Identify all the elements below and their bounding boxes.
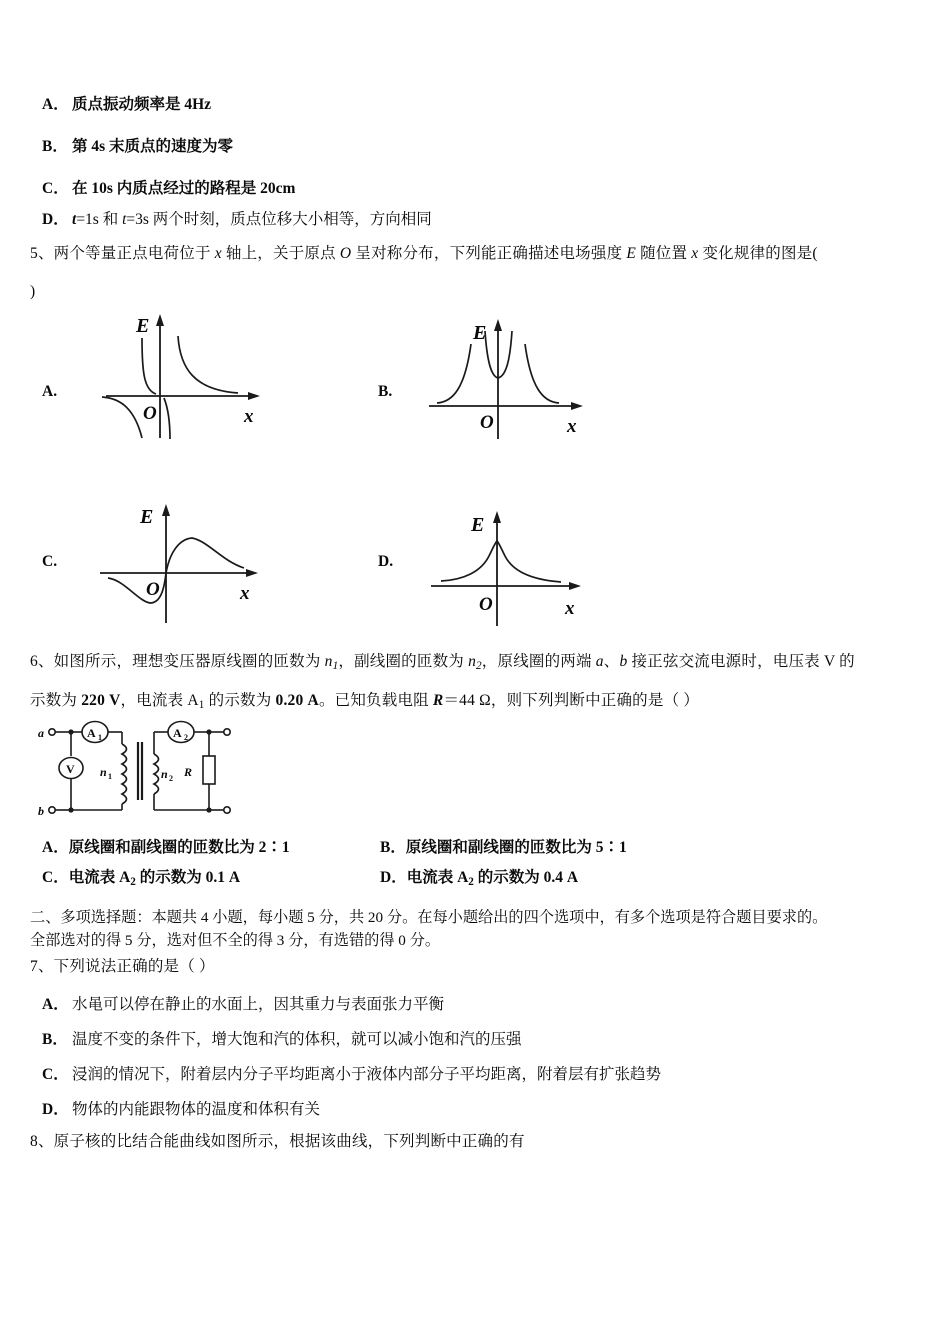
circuit-ammeter-2-sub: 2 (184, 733, 188, 742)
q5-graph-a-origin: O (143, 403, 157, 424)
q5-stem-line2: ) (30, 283, 36, 300)
q5-graph-d-ylabel: E (471, 514, 485, 536)
circuit-ammeter-2: A (173, 726, 182, 740)
q6-stem-g: 的示数为 (204, 692, 276, 709)
q6-stem-b: ，副线圈的匝数为 (338, 653, 469, 670)
circuit-terminal-b: b (38, 804, 44, 818)
q7-option-a-text: 水黾可以停在静止的水面上，因其重力与表面张力平衡 (72, 996, 445, 1013)
q7-option-b-label: B． (42, 1031, 68, 1048)
q5-stem-part3: 呈对称分布，下列能正确描述电场强度 (351, 245, 627, 262)
q5-graph-a (98, 306, 278, 441)
q5-graph-d-svg (425, 498, 610, 628)
q5-var-x-2: x (691, 245, 699, 262)
q6-stem-d: 接正弦交流电源时，电压表 V 的 (627, 653, 855, 670)
q5-graph-c (98, 495, 278, 625)
circuit-resistor-R: R (184, 765, 193, 779)
q6-stem-f: ，电流表 A (120, 692, 199, 709)
q4-option-c (42, 176, 295, 198)
q6-var-n2-sub: 2 (476, 660, 482, 673)
q5-graph-d (425, 498, 610, 628)
q6-option-d (380, 865, 578, 888)
q5-var-O: O (339, 245, 352, 262)
q7-option-b (42, 1027, 522, 1049)
q6-option-b-label: B． (380, 839, 406, 856)
q4-option-b-text: 第 4s 末质点的速度为零 (72, 138, 234, 155)
q5-graph-b-label: B. (378, 383, 393, 400)
q7-option-c (42, 1062, 661, 1084)
q6-var-n1-sub: 1 (332, 660, 339, 673)
q7-option-c-label: C． (42, 1066, 69, 1083)
q6-var-n1: n (324, 653, 333, 670)
q6-var-n2: n (468, 653, 477, 670)
q6-stem-line1 (30, 653, 855, 673)
q5-graph-d-origin: O (479, 594, 493, 615)
q4-option-c-text: 在 10s 内质点经过的路程是 20cm (72, 180, 296, 197)
q5-stem-part4: 随位置 (636, 245, 692, 262)
q5-graph-b-xlabel: x (567, 416, 577, 437)
q4-option-d-label: D． (42, 211, 69, 228)
q6-option-a-text: 原线圈和副线圈的匝数比为 2∶1 (68, 839, 290, 856)
q6-option-a-label: A． (42, 839, 69, 856)
q8-number: 8、 (30, 1133, 54, 1150)
q7-stem-text: 下列说法正确的是（ ） (53, 958, 215, 975)
q5-graph-a-label: A. (42, 383, 58, 400)
q5-graph-c-label: C. (42, 553, 58, 570)
q6-option-a (42, 835, 290, 857)
q4-option-c-label: C． (42, 180, 69, 197)
q5-stem-part1: 两个等量正点电荷位于 (53, 245, 215, 262)
section2-line1: 二、多项选择题：本题共 4 小题，每小题 5 分，共 20 分。在每小题给出的四个选项中，有多个选项是符合题目要求的。 (30, 909, 828, 926)
section2-line2: 全部选对的得 5 分，选对但不全的得 3 分，有选错的得 0 分。 (30, 932, 441, 949)
q7-option-a (42, 992, 444, 1014)
circuit-terminal-a: a (38, 726, 44, 740)
q6-circuit-svg (34, 718, 244, 818)
q6-option-c-text-2: 的示数为 0.1 A (135, 869, 241, 886)
q7-option-b-text: 温度不变的条件下，增大饱和汽的体积，就可以减小饱和汽的压强 (72, 1031, 522, 1048)
q5-graph-a-ylabel: E (136, 315, 150, 337)
q6-stem-i: ＝44 Ω，则下列判断中正确的是（ ） (443, 692, 700, 709)
q6-value-voltage: 220 V (81, 692, 121, 709)
q7-option-d-label: D． (42, 1101, 69, 1118)
q7-number: 7、 (30, 958, 54, 975)
q5-graph-a-svg (98, 306, 278, 441)
q6-stem-h: 。已知负载电阻 (318, 692, 433, 709)
q4-option-b-label: B． (42, 138, 68, 155)
circuit-voltmeter: V (66, 762, 75, 776)
q5-graph-c-svg (98, 495, 278, 625)
q6-option-c-text-1: 电流表 A (68, 869, 131, 886)
q6-option-c-label: C． (42, 869, 69, 886)
q6-dun: 、 (603, 653, 620, 670)
q6-option-d-text-2: 的示数为 0.4 A (473, 869, 579, 886)
q4-option-d (42, 207, 432, 229)
q6-stem-line2 (30, 692, 699, 712)
q7-option-c-text: 浸润的情况下，附着层内分子平均距离小于液体内部分子平均距离，附着层有扩张趋势 (72, 1066, 662, 1083)
q4-option-a (42, 92, 211, 114)
q5-var-E: E (626, 245, 637, 262)
q5-graph-d-label: D. (378, 553, 394, 570)
q5-stem-line1 (30, 245, 818, 264)
q4-option-d-var2: t (122, 211, 127, 228)
q8-stem-text: 原子核的比结合能曲线如图所示，根据该曲线，下列判断中正确的有 (53, 1133, 525, 1150)
q5-graph-b (425, 306, 610, 441)
circuit-coil-n2: n (161, 767, 168, 781)
q4-option-d-text1: =1s 和 (76, 211, 123, 228)
q4-option-a-text: 质点振动频率是 4Hz (72, 96, 212, 113)
q6-option-b-text: 原线圈和副线圈的匝数比为 5∶1 (405, 839, 627, 856)
q6-circuit-diagram (34, 718, 244, 818)
q6-stem-a: 如图所示，理想变压器原线圈的匝数为 (53, 653, 325, 670)
q6-var-R: R (432, 692, 444, 709)
q4-option-a-label: A． (42, 96, 69, 113)
q6-number: 6、 (30, 653, 54, 670)
q4-option-b (42, 134, 233, 156)
q6-stem-e: 示数为 (30, 692, 82, 709)
q5-graph-c-origin: O (146, 579, 160, 600)
q5-stem-part2: 轴上，关于原点 (221, 245, 340, 262)
q4-option-d-var1: t (72, 211, 77, 228)
circuit-coil-n2-sub: 2 (169, 774, 173, 783)
q5-number: 5、 (30, 245, 54, 262)
q5-graph-a-xlabel: x (244, 406, 254, 427)
q7-stem (30, 958, 215, 977)
q6-option-d-text-1: 电流表 A (406, 869, 469, 886)
q4-option-d-text2: =3s 两个时刻，质点位移大小相等，方向相同 (126, 211, 432, 228)
q6-option-b (380, 835, 627, 857)
q8-stem (30, 1133, 525, 1152)
q5-stem-part5: 变化规律的图是( (698, 245, 818, 262)
q6-stem-c: ，原线圈的两端 (481, 653, 596, 670)
q5-var-x-1: x (214, 245, 222, 262)
circuit-coil-n1-sub: 1 (108, 772, 112, 781)
circuit-ammeter-1: A (87, 726, 96, 740)
q6-option-d-sub: 2 (468, 876, 474, 889)
q7-option-d-text: 物体的内能跟物体的温度和体积有关 (72, 1101, 321, 1118)
q6-value-current: 0.20 A (275, 692, 319, 709)
q7-option-a-label: A． (42, 996, 69, 1013)
circuit-coil-n1: n (100, 765, 107, 779)
q5-graph-d-xlabel: x (565, 598, 575, 619)
q6-option-c (42, 865, 240, 888)
q5-graph-b-svg (425, 306, 610, 441)
q7-option-d (42, 1097, 320, 1119)
q5-graph-c-ylabel: E (140, 506, 154, 528)
q6-ammeter1-sub: 1 (198, 699, 205, 712)
q5-graph-c-xlabel: x (240, 583, 250, 604)
q6-option-d-label: D． (380, 869, 407, 886)
circuit-ammeter-1-sub: 1 (98, 733, 102, 742)
q5-graph-b-origin: O (480, 412, 494, 433)
q6-var-b: b (619, 653, 628, 670)
q6-option-c-sub: 2 (130, 876, 136, 889)
q6-var-a: a (595, 653, 604, 670)
q5-graph-b-ylabel: E (473, 322, 487, 344)
